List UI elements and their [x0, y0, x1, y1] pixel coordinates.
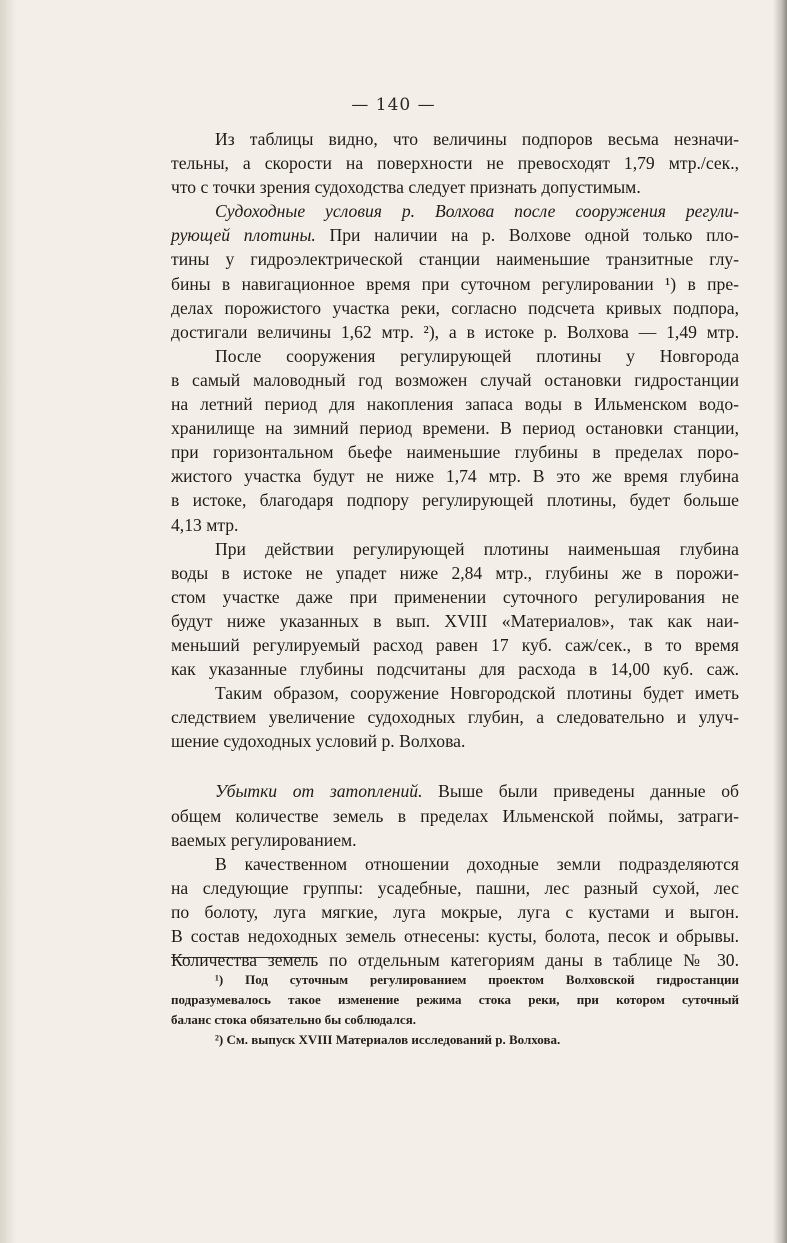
- footnote: [171, 970, 739, 1030]
- text-line: ваемых регулированием.: [171, 829, 357, 850]
- text-line: При действии регулирующей плотины наименьшая глубина: [215, 538, 739, 559]
- body-text: [171, 127, 739, 972]
- section-heading-italic: Судоходные условия р. Волхова после сооружения регули-: [215, 201, 739, 222]
- text-line: В состав недоходных земель отнесены: кусты, болота, песок и обрывы.: [171, 926, 739, 946]
- text-line: как указанные глубины подсчитаны для расхода в 14,00 куб. саж.: [171, 659, 739, 680]
- text-line: тельны, а скорости на поверхности не превосходят 1,79 мтр./сек.,: [171, 153, 739, 174]
- text-line: шение судоходных условий р. Волхова.: [171, 731, 466, 752]
- text-line: меньший регулируемый расход равен 17 куб. саж/сек., в то время: [171, 634, 739, 655]
- paragraph: [171, 852, 739, 972]
- text-line: будут ниже указанных в вып. XVIII «Материалов», так как наи-: [171, 610, 739, 631]
- section-heading-italic: рующей плотины.: [171, 225, 316, 246]
- footnote-line: ²) См. выпуск XVIII Материалов исследований р. Волхова.: [215, 1032, 561, 1047]
- text-run: Выше были приведены данные об: [422, 781, 739, 802]
- text-line: в истоке, благодаря подпору регулирующей плотины, будет больше: [171, 490, 739, 511]
- text-line: [171, 223, 739, 247]
- text-line: при горизонтальном бьефе наименьшие глубины в пределах поро-: [171, 442, 739, 463]
- paragraph: [171, 199, 739, 344]
- footnote-line: ¹) Под суточным регулированием проектом Волховской гидростанции: [215, 972, 739, 987]
- footnote-line: баланс стока обязательно бы соблюдался.: [171, 1012, 416, 1027]
- text-line: бины в навигационное время при суточном регулировании ¹) в пре-: [171, 273, 739, 294]
- footnote: [171, 1030, 739, 1050]
- text-line: стом участке даже при применении суточного регулирования не: [171, 586, 739, 607]
- text-line: общем количестве земель в пределах Ильменской поймы, затраги-: [171, 805, 739, 826]
- text-line: В качественном отношении доходные земли подразделяются: [215, 853, 739, 874]
- text-line: Из таблицы видно, что величины подпоров весьма незначи-: [215, 129, 739, 149]
- text-line: Таким образом, сооружение Новгородской плотины будет иметь: [215, 683, 739, 704]
- text-line: на следующие группы: усадебные, пашни, лес разный сухой, лес: [171, 877, 739, 898]
- paragraph: [171, 537, 739, 682]
- text-line: хранилище на зимний период времени. В период остановки станции,: [171, 418, 739, 439]
- footnotes: [171, 970, 739, 1050]
- footnote-divider: [171, 957, 317, 958]
- section-heading-italic: Убытки от затоплений.: [215, 781, 423, 802]
- paragraph: [171, 127, 739, 199]
- footnote-line: подразумевалось такое изменение режима стока реки, при котором суточный: [171, 992, 739, 1007]
- text-line: 4,13 мтр.: [171, 514, 239, 535]
- text-line: достигали величины 1,62 мтр. ²), а в истоке р. Волхова — 1,49 мтр.: [171, 321, 739, 342]
- text-line: по болоту, луга мягкие, луга мокрые, луга с кустами и выгон.: [171, 901, 739, 922]
- text-line: жистого участка будут не ниже 1,74 мтр. В это же время глубина: [171, 466, 739, 487]
- text-line: на летний период для накопления запаса воды в Ильменском водо-: [171, 394, 739, 415]
- text-line: что с точки зрения судоходства следует признать допустимым.: [171, 177, 641, 198]
- text-line: [171, 779, 739, 803]
- text-line: Количества земель по отдельным категориям даны в таблице № 30.: [171, 950, 739, 971]
- text-line: воды в истоке не упадет ниже 2,84 мтр., глубины же в порожи-: [171, 562, 739, 583]
- paragraph: [171, 681, 739, 753]
- page-edge-left: [0, 0, 16, 1243]
- text-line: делах порожистого участка реки, согласно подсчета кривых подпора,: [171, 297, 739, 318]
- paragraph: [171, 344, 739, 537]
- page-number: — 140 —: [351, 95, 436, 115]
- section-gap: [171, 753, 739, 779]
- text-line: После сооружения регулирующей плотины у Новгорода: [215, 345, 739, 366]
- page-edge-right: [773, 0, 787, 1243]
- paragraph: [171, 779, 739, 851]
- text-run: При наличии на р. Волхове одной только пло-: [315, 225, 739, 246]
- text-line: следствием увеличение судоходных глубин, а следовательно и улуч-: [171, 707, 739, 728]
- text-line: тины у гидроэлектрической станции наименьшие транзитные глу-: [171, 249, 739, 270]
- text-line: в самый маловодный год возможен случай остановки гидростанции: [171, 369, 739, 390]
